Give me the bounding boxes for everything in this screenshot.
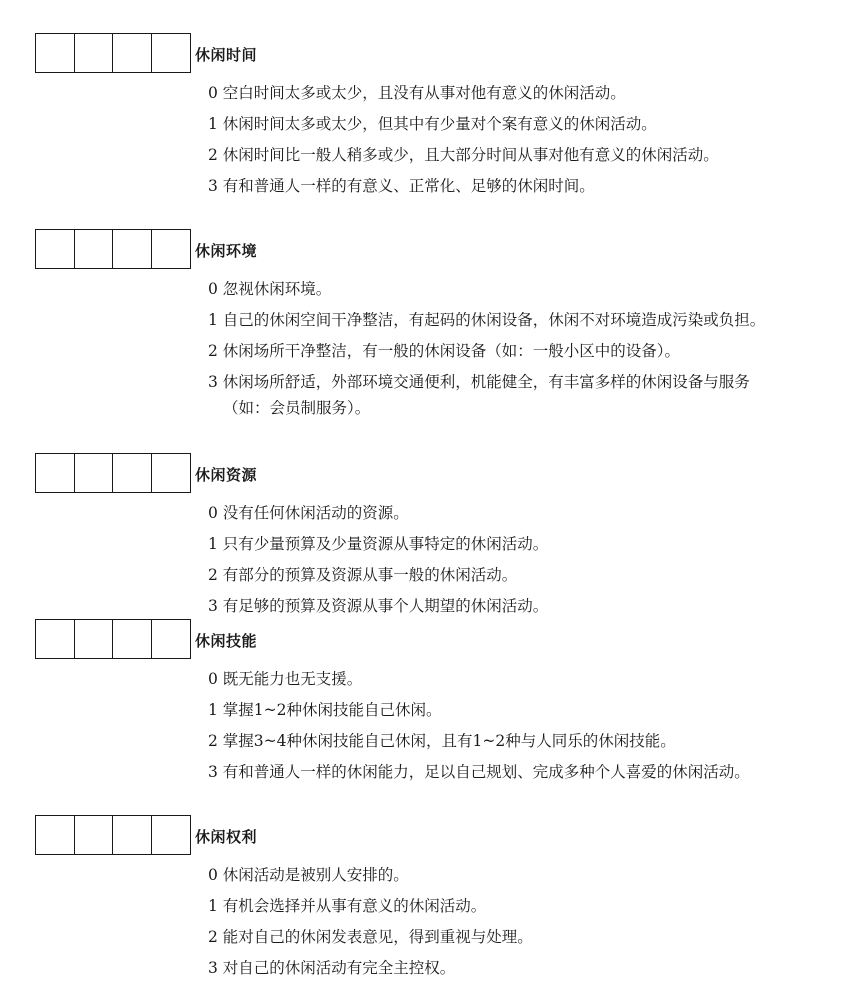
score-box[interactable]	[75, 816, 114, 854]
option-item: 2 休闲场所干净整洁，有一般的休闲设备（如：一般小区中的设备）。	[208, 342, 681, 360]
option-item: 2 能对自己的休闲发表意见，得到重视与处理。	[208, 928, 533, 946]
score-box[interactable]	[36, 816, 75, 854]
score-box[interactable]	[152, 816, 191, 854]
score-box[interactable]	[113, 34, 152, 72]
score-box[interactable]	[152, 620, 191, 658]
section-title: 休闲权利	[195, 828, 258, 846]
score-box[interactable]	[113, 230, 152, 268]
score-box[interactable]	[152, 230, 191, 268]
option-item: 3 有足够的预算及资源从事个人期望的休闲活动。	[208, 597, 549, 615]
score-boxes[interactable]	[35, 33, 191, 73]
option-item: 3 对自己的休闲活动有完全主控权。	[208, 959, 456, 977]
option-item: 0 休闲活动是被别人安排的。	[208, 866, 409, 884]
option-item: 0 没有任何休闲活动的资源。	[208, 504, 409, 522]
option-item: 1 自己的休闲空间干净整洁，有起码的休闲设备，休闲不对环境造成污染或负担。	[208, 311, 766, 329]
score-boxes[interactable]	[35, 815, 191, 855]
option-list	[208, 862, 768, 986]
option-item: 2 休闲时间比一般人稍多或少，且大部分时间从事对他有意义的休闲活动。	[208, 146, 719, 164]
option-list	[208, 80, 768, 204]
option-list	[208, 276, 768, 426]
score-box[interactable]	[113, 620, 152, 658]
score-box[interactable]	[113, 816, 152, 854]
score-box[interactable]	[152, 454, 191, 492]
score-box[interactable]	[75, 620, 114, 658]
score-box[interactable]	[152, 34, 191, 72]
option-item: 2 有部分的预算及资源从事一般的休闲活动。	[208, 566, 518, 584]
option-item: 2 掌握3~4种休闲技能自己休闲，且有1~2种与人同乐的休闲技能。	[208, 732, 676, 750]
section-title: 休闲时间	[195, 46, 258, 64]
score-boxes[interactable]	[35, 453, 191, 493]
section-title: 休闲环境	[195, 242, 258, 260]
option-item: 1 休闲时间太多或太少，但其中有少量对个案有意义的休闲活动。	[208, 115, 657, 133]
score-boxes[interactable]	[35, 619, 191, 659]
option-item: 0 空白时间太多或太少，且没有从事对他有意义的休闲活动。	[208, 84, 626, 102]
score-boxes[interactable]	[35, 229, 191, 269]
option-item: 0 忽视休闲环境。	[208, 280, 332, 298]
score-box[interactable]	[36, 620, 75, 658]
option-list	[208, 666, 768, 790]
option-item: 3 有和普通人一样的休闲能力，足以自己规划、完成多种个人喜爱的休闲活动。	[208, 763, 750, 781]
score-box[interactable]	[75, 230, 114, 268]
section-title: 休闲技能	[195, 632, 258, 650]
score-box[interactable]	[36, 34, 75, 72]
option-item: 1 只有少量预算及少量资源从事特定的休闲活动。	[208, 535, 549, 553]
option-item: 1 掌握1~2种休闲技能自己休闲。	[208, 701, 442, 719]
score-box[interactable]	[75, 34, 114, 72]
score-box[interactable]	[113, 454, 152, 492]
score-box[interactable]	[36, 454, 75, 492]
option-item: 1 有机会选择并从事有意义的休闲活动。	[208, 897, 487, 915]
score-box[interactable]	[36, 230, 75, 268]
option-item: 3 有和普通人一样的有意义、正常化、足够的休闲时间。	[208, 177, 595, 195]
option-item: 3 休闲场所舒适，外部环境交通便利，机能健全，有丰富多样的休闲设备与服务（如：会员制服务）。	[208, 373, 750, 417]
score-box[interactable]	[75, 454, 114, 492]
option-item: 0 既无能力也无支援。	[208, 670, 363, 688]
section-title: 休闲资源	[195, 466, 258, 484]
option-list	[208, 500, 768, 624]
